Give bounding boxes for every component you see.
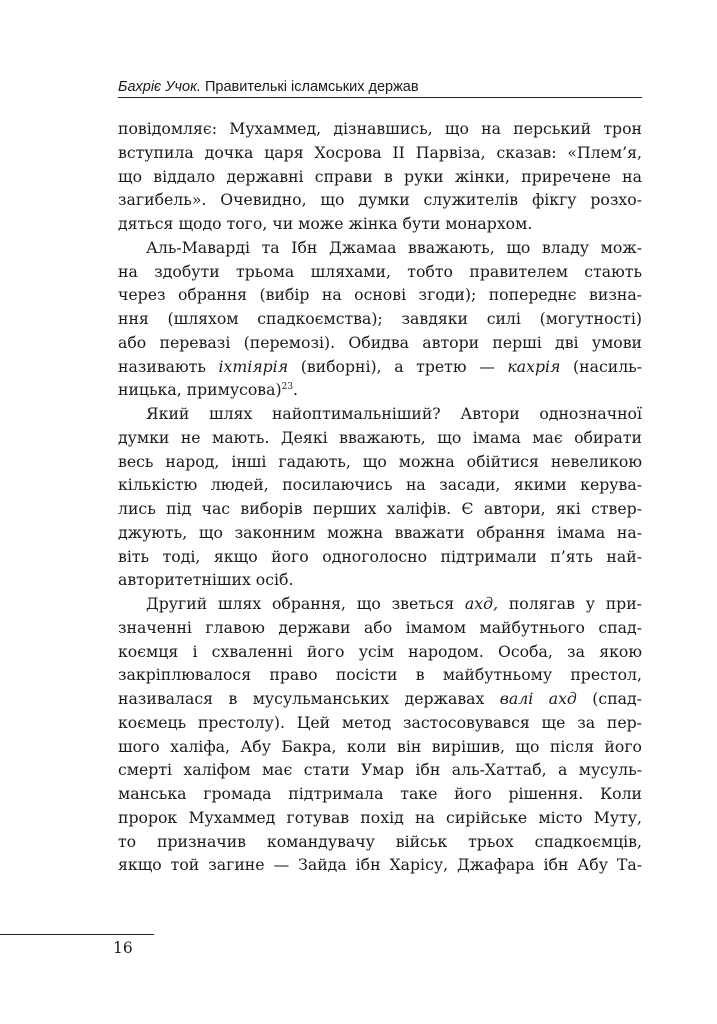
text-line: значенні главою держави або імамом майбутнього спад- xyxy=(118,617,642,637)
text-line: загибель». Очевидно, що думки служителів фікгу розхо- xyxy=(118,190,642,210)
text-span: називають xyxy=(118,356,219,376)
italic-term: кахрія xyxy=(507,356,561,376)
footer-rule xyxy=(0,934,154,935)
header-title: Правителькі ісламських держав xyxy=(205,79,419,95)
header-author: Бахріє Учок. xyxy=(118,79,201,95)
footnote-ref: 23 xyxy=(281,382,294,393)
text-line: закріплювалося право посісти в майбутньому престол, xyxy=(118,665,642,685)
text-line: вступила дочка царя Хосрова ІІ Парвіза, сказав: «Плем’я, xyxy=(118,142,642,162)
text-line: ння (шляхом спадкоємства); завдяки силі (могутності) xyxy=(118,309,642,328)
text-line: шого халіфа, Абу Бакра, коли він вирішив, що після його xyxy=(118,736,642,756)
text-line: пророк Мухаммед готував похід на сирійське місто Муту, xyxy=(118,807,642,827)
italic-term: валі ахд xyxy=(499,689,577,708)
text-line: джують, що законним можна вважати обрання імама на- xyxy=(118,522,642,542)
running-header xyxy=(118,79,642,96)
text-line xyxy=(118,592,642,616)
text-span: називалася в мусульманських державах xyxy=(118,689,500,708)
text-line xyxy=(118,355,642,379)
text-line: якщо той загине — Зайда ібн Харісу, Джафара ібн Абу Та- xyxy=(118,855,642,875)
text-line: манська громада підтримала таке його рішення. Коли xyxy=(118,784,642,803)
text-span: (виборні), а третю — xyxy=(288,356,508,376)
text-line: думки не мають. Деякі вважають, що імама має обирати xyxy=(118,427,642,447)
text-span: ницька, примусова) xyxy=(118,380,282,400)
text-line: то призначив командувачу військ трьох спадкоємців, xyxy=(118,831,642,851)
italic-term: іхтіярія xyxy=(218,356,289,376)
text-line: Який шлях найоптимальніший? Автори однозначної xyxy=(146,404,642,423)
text-line xyxy=(118,378,642,402)
text-line: на здобути трьома шляхами, тобто правителем стають xyxy=(118,261,642,281)
text-line: коємця і схваленні його усім народом. Особа, за якою xyxy=(118,641,642,661)
italic-term: ахд, xyxy=(464,594,499,613)
header-rule xyxy=(118,97,642,98)
text-line: кількістю людей, посилаючись на засади, якими керува- xyxy=(118,475,642,495)
text-line: або перевазі (перемозі). Обидва автори перші дві умови xyxy=(118,332,642,352)
text-line: повідомляє: Мухаммед, дізнавшись, що на перський трон xyxy=(118,119,642,138)
text-line: весь народ, інші гадають, що можна обійтися невеликою xyxy=(118,451,642,471)
text-line: дяться щодо того, чи може жінка бути монархом. xyxy=(118,214,533,233)
text-line: смерті халіфом має стати Умар ібн аль-Хаттаб, а мусуль- xyxy=(118,760,642,780)
body-text xyxy=(118,117,642,877)
text-line: через обрання (вибір на основі згоди); попереднє визна- xyxy=(118,285,642,305)
text-line xyxy=(118,687,642,711)
text-span: (насиль- xyxy=(560,356,642,376)
text-line: Аль-Маварді та Ібн Джамаа вважають, що владу мож- xyxy=(146,237,642,257)
text-line: коємець престолу). Цей метод застосовувався ще за пер- xyxy=(118,712,642,732)
text-line: авторитетніших осіб. xyxy=(118,570,294,590)
text-span: . xyxy=(293,380,299,400)
page-number: 16 xyxy=(113,939,133,957)
text-line: лись під час виборів перших халіфів. Є автори, які ствер- xyxy=(118,499,642,518)
text-span: (спад- xyxy=(576,689,642,708)
text-line: що віддало державні справи в руки жінки, приречене на xyxy=(118,166,642,186)
text-span: полягав у при- xyxy=(498,594,642,613)
text-line: віть тоді, якщо його одноголосно підтримали п’ять най- xyxy=(118,546,642,566)
text-span: Другий шлях обрання, що зветься xyxy=(146,594,465,613)
